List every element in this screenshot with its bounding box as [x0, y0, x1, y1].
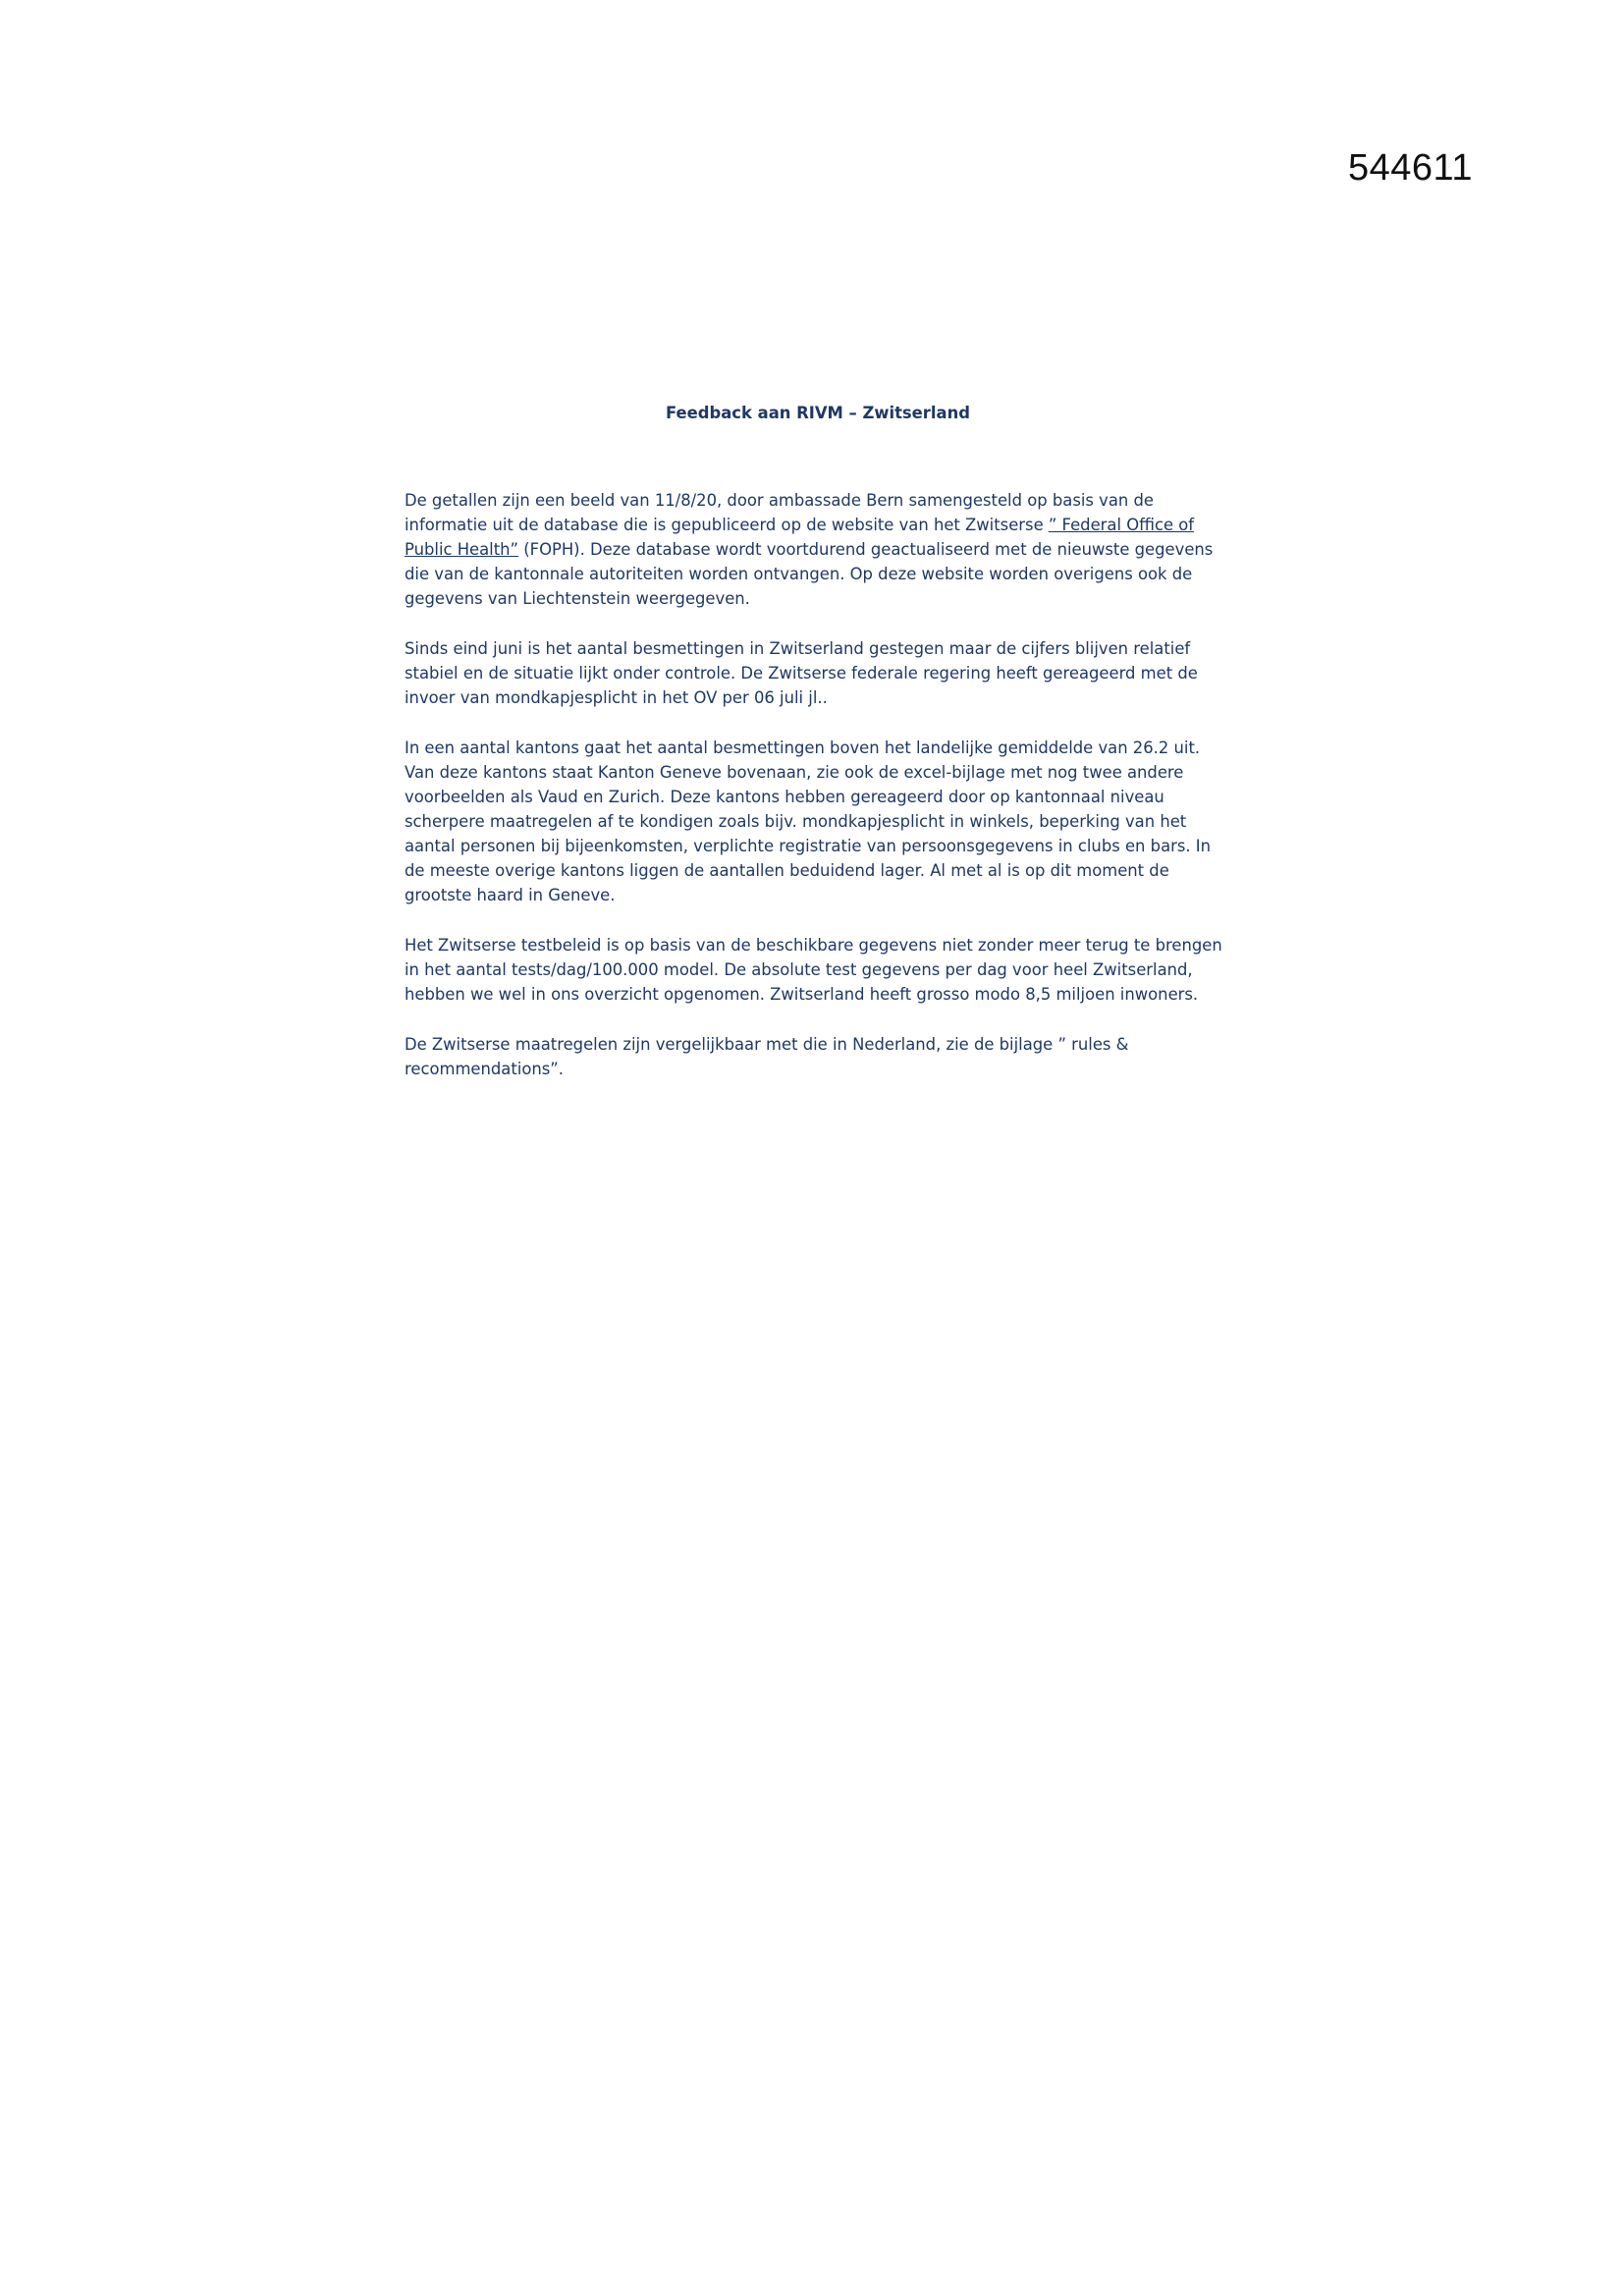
paragraph-measures: De Zwitserse maatregelen zijn vergelijkbaar met die in Nederland, zie de bijlage ” rules & recommendations”.	[405, 1035, 1129, 1078]
paragraph-cantons: In een aantal kantons gaat het aantal besmettingen boven het landelijke gemiddelde van 26.2 uit. Van deze kantons staat Kanton Geneve bovenaan, zie ook de excel-bijlage met nog twee andere voorbeelden als Vaud en Zurich. Deze kantons hebben gereageerd door op kantonnaal niveau scherpere maatregelen af te kondigen zoals bijv. mondkapjesplicht in winkels, beperking van het aantal personen bij bijeenkomsten, verplichte registratie van persoonsgegevens in clubs en bars. In de meeste overige kantons liggen de aantallen beduidend lager. Al met al is op dit moment de grootste haard in Geneve.	[405, 738, 1212, 904]
paragraph-intro-text-after: (FOPH). Deze database wordt voortdurend geactualiseerd met de nieuwste gegevens die van de kantonnale autoriteiten worden ontvangen. Op deze website worden overigens ook de gegevens van Liechtenstein weergegeven.	[405, 540, 1214, 608]
paragraph-intro-text-before: De getallen zijn een beeld van 11/8/20, door ambassade Bern samengesteld op basis van de informatie uit de database die is gepubliceerd op de website van het Zwitserse	[405, 491, 1154, 534]
page-title: Feedback aan RIVM – Zwitserland	[666, 404, 970, 422]
paragraph-situation: Sinds eind juni is het aantal besmettingen in Zwitserland gestegen maar de cijfers blijven relatief stabiel en de situatie lijkt onder controle. De Zwitserse federale regering heeft gereageerd met de invoer van mondkapjesplicht in het OV per 06 juli jl..	[405, 639, 1198, 707]
foph-link[interactable]: ” Federal Office of Public Health”	[405, 516, 1195, 559]
paragraph-intro	[405, 488, 1231, 611]
paragraph-testing: Het Zwitserse testbeleid is op basis van de beschikbare gegevens niet zonder meer terug te brengen in het aantal tests/dag/100.000 model. De absolute test gegevens per dag voor heel Zwitserland, hebben we wel in ons overzicht opgenomen. Zwitserland heeft grosso modo 8,5 miljoen inwoners.	[405, 936, 1222, 1004]
document-number: 544611	[1348, 147, 1473, 189]
letter-body	[405, 401, 1231, 1107]
